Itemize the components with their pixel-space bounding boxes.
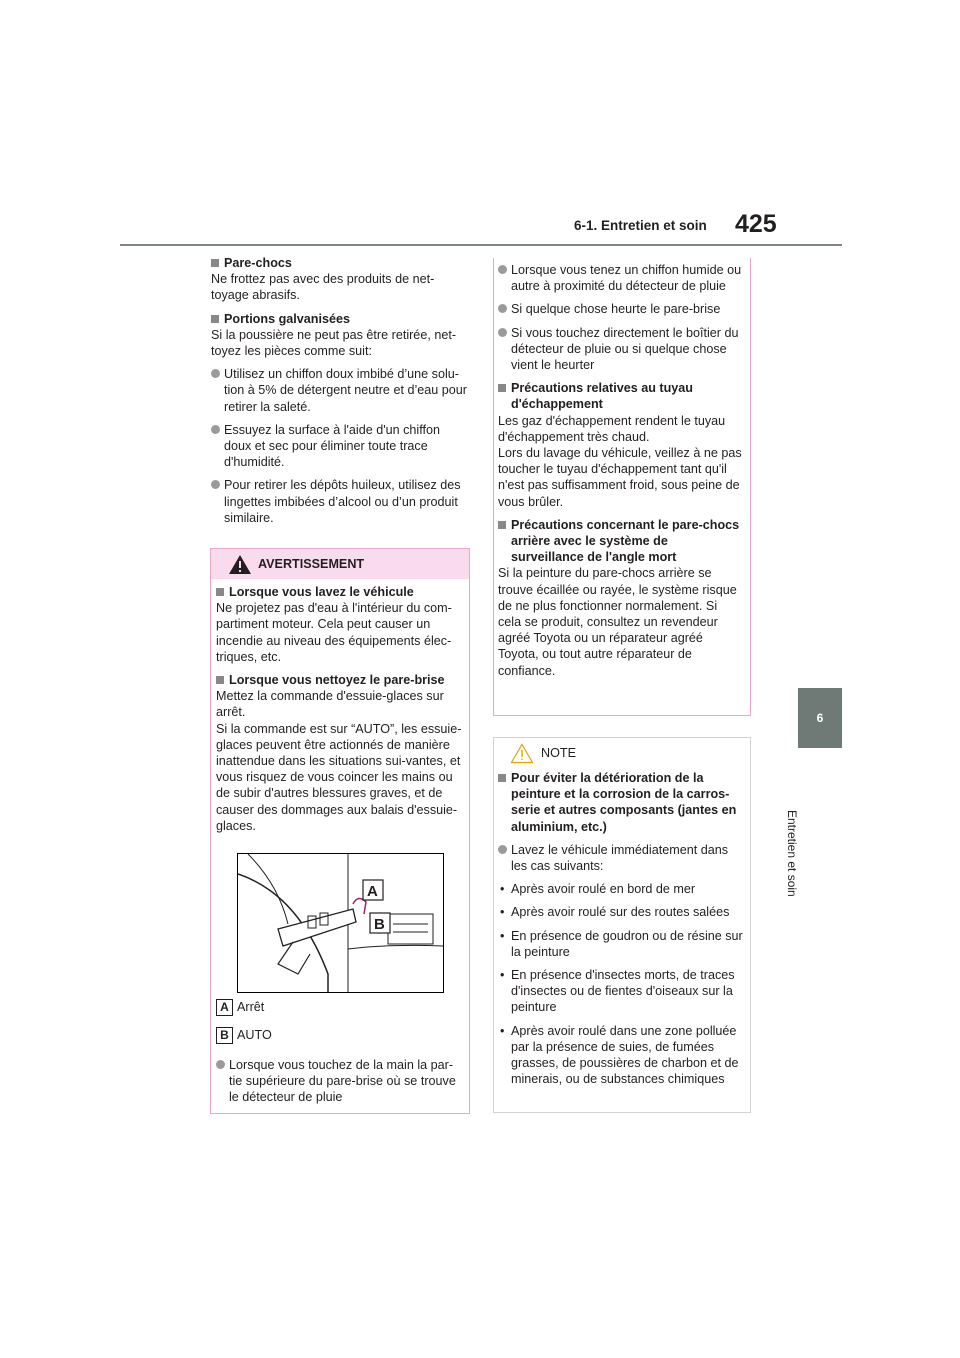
chapter-label: Entretien et soin [785,810,799,897]
wiper-switch-illustration [237,853,444,993]
windshield-text: Mettez la commande d'essuie-glaces sur arrêt. Si la commande est sur “AUTO”, les essuie-glaces peuvent être actionnés de manière inattendue dans les situations sui-vantes, et vous risquez de vous coincer les mains ou de subir d'autres blessures graves, et de causer des dommages aux balais d'essuie-glaces. [216,689,462,833]
galvanized-text: Si la poussière ne peut pas être retirée, net-toyez les pièces comme suit: [211,327,457,359]
list-item: Lavez le véhicule immédiatement dans les cas suivants: [498,842,744,874]
square-bullet-icon [211,259,219,267]
square-bullet-icon [211,315,219,323]
prevent-heading: Pour éviter la détérioration de la peinture et la corrosion de la carros-serie et autres composants (jantes en aluminium, etc.) [498,770,744,835]
windshield-heading: Lorsque vous nettoyez le pare-brise [216,672,462,688]
list-item: • Après avoir roulé sur des routes salées [498,904,744,920]
list-item: • En présence d'insectes morts, de traces d'insectes ou de fientes d'oiseaux sur la peinture [498,967,744,1016]
list-item: Essuyez la surface à l'aide d'un chiffon doux et sec pour éliminer toute trace d'humidité. [211,422,468,471]
list-item: Lorsque vous tenez un chiffon humide ou autre à proximité du détecteur de pluie [498,262,743,294]
section-title: 6-1. Entretien et soin [574,218,707,233]
chapter-tab: 6 [798,688,842,748]
wash-heading: Lorsque vous lavez le véhicule [216,584,462,600]
label-a-icon: A [216,999,233,1016]
list-item: Pour retirer les dépôts huileux, utilisez des lingettes imbibées d’alcool ou d’un produit similaire. [211,477,468,526]
case-first [216,1057,462,1106]
header-rule [120,244,842,246]
note-header [494,738,750,768]
wiper-lever-drawing [238,854,443,992]
legend-a-text: Arrêt [237,1000,265,1014]
list-item: Si quelque chose heurte le pare-brise [498,301,743,317]
warning-title: AVERTISSEMENT [258,557,365,571]
left-column [211,255,468,526]
square-bullet-icon [498,384,506,392]
note-title: NOTE [541,746,576,760]
list-item: Utilisez un chiffon doux imbibé d’une solu-tion à 5% de détergent neutre et d’eau pour retirer la saleté. [211,366,468,415]
svg-text:B: B [374,916,385,933]
note-content [498,770,744,1087]
square-bullet-icon [498,774,506,782]
legend-b [216,1027,272,1044]
svg-text:A: A [367,883,378,900]
legend-a [216,999,264,1016]
exhaust-text: Les gaz d'échappement rendent le tuyau d'échappement très chaud. Lors du lavage du véhicule, veillez à ne pas toucher le tuyau d'échappement tant qu'il n'est pas suffisamment froid, sous peine de vous brûler. [498,413,742,509]
list-item: • En présence de goudron ou de résine sur la peinture [498,928,744,960]
bsm-heading: Précautions concernant le pare-chocs arrière avec le système de surveillance de l'angle mort [498,517,743,566]
square-bullet-icon [216,676,224,684]
warning-right-content [498,262,743,679]
list-item: • Après avoir roulé dans une zone polluée par la présence de suies, de fumées grasses, de poussières de charbon et de minerais, ou de substances chimiques [498,1023,744,1088]
galvanized-heading: Portions galvanisées [211,311,468,327]
square-bullet-icon [216,588,224,596]
list-item: • Après avoir roulé en bord de mer [498,881,744,897]
warning-header [211,549,469,579]
warning-triangle-icon [228,554,252,575]
list-item: Si vous touchez directement le boîtier du détecteur de pluie ou si quelque chose vient le heurter [498,325,743,374]
bsm-text: Si la peinture du pare-chocs arrière se trouve écaillée ou rayée, le système risque de ne plus fonctionner normalement. Si cela se produit, consultez un revendeur agréé Toyota ou un réparateur agréé Toyota, ou tout autre réparateur de confiance. [498,566,737,678]
page-number: 425 [735,210,777,238]
bumpers-heading: Pare-chocs [211,255,468,271]
legend-b-text: AUTO [237,1028,272,1042]
exhaust-heading: Précautions relatives au tuyau d'échappement [498,380,743,412]
list-item: Lorsque vous touchez de la main la par-tie supérieure du pare-brise où se trouve le détecteur de pluie [216,1057,462,1106]
warning-left-content [216,584,462,834]
bumpers-text: Ne frottez pas avec des produits de net-toyage abrasifs. [211,272,435,303]
label-b-icon: B [216,1027,233,1044]
caution-triangle-icon [510,743,534,764]
square-bullet-icon [498,521,506,529]
wash-text: Ne projetez pas d'eau à l'intérieur du com-partiment moteur. Cela peut causer un incendie au niveau des équipements élec-triques, etc. [216,601,452,664]
